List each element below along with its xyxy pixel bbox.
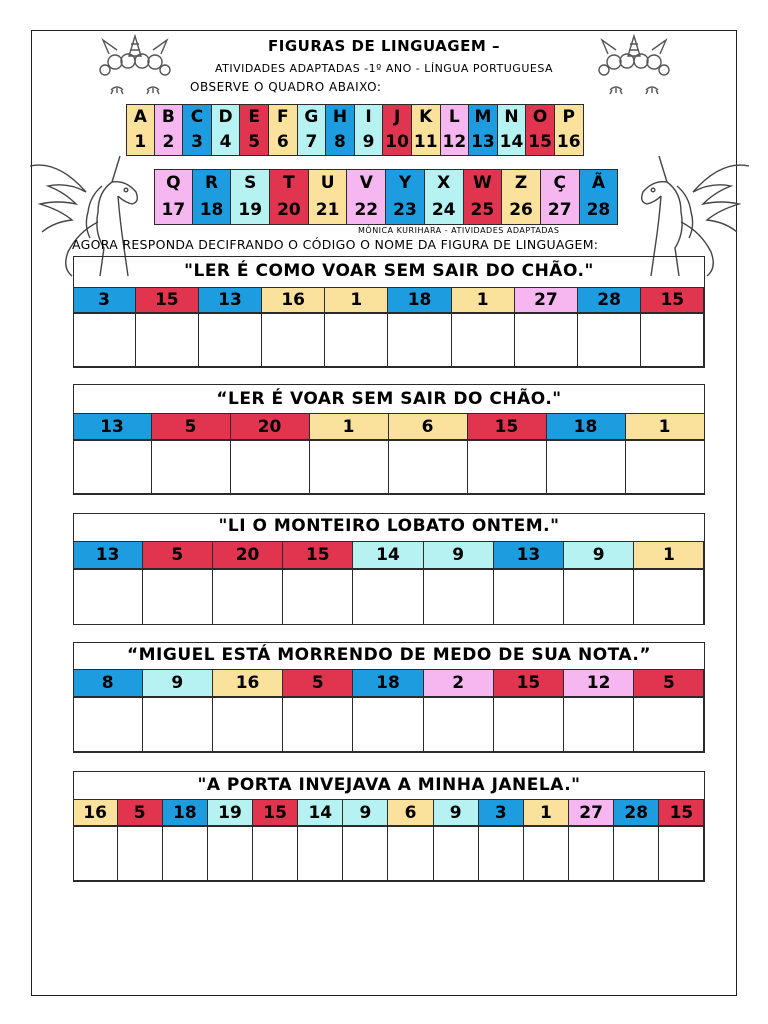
answer-letter-box[interactable] [659, 826, 704, 881]
alphabet-number: 4 [219, 132, 232, 152]
answer-letter-box[interactable] [388, 826, 433, 881]
alphabet-number: 17 [161, 200, 186, 220]
answer-letter-box[interactable] [569, 826, 614, 881]
alphabet-letter: S [244, 173, 257, 193]
code-number-cell: 1 [452, 287, 515, 313]
alphabet-cell-e [240, 104, 269, 156]
answer-letter-box[interactable] [494, 569, 564, 625]
alphabet-number: 20 [277, 200, 301, 220]
code-number-cell: 12 [564, 669, 634, 697]
alphabet-cell-y [386, 169, 425, 225]
exercise-phrase: "A PORTA INVEJAVA A MINHA JANELA." [197, 775, 581, 795]
answer-letter-box[interactable] [73, 440, 152, 494]
alphabet-letter: G [304, 107, 319, 127]
answer-letter-box[interactable] [325, 313, 388, 367]
alphabet-number: 26 [509, 200, 533, 220]
alphabet-number: 23 [393, 200, 417, 220]
alphabet-cell-n [498, 104, 527, 156]
code-number-cell: 13 [73, 413, 152, 440]
exercise-block-3 [73, 513, 705, 625]
exercise-phrase: “LER É VOAR SEM SAIR DO CHÃO." [216, 389, 562, 409]
answer-row [73, 826, 705, 881]
alphabet-letter: J [393, 107, 401, 127]
page-subtitle: ATIVIDADES ADAPTADAS -1º ANO - LÍNGUA PORTUGUESA [214, 62, 554, 75]
alphabet-cell-o [526, 104, 555, 156]
alphabet-cell-k [412, 104, 441, 156]
alphabet-number: 8 [334, 132, 346, 152]
alphabet-number: 11 [413, 132, 438, 152]
answer-letter-box[interactable] [213, 569, 283, 625]
alphabet-cell-u [309, 169, 348, 225]
code-row [73, 541, 705, 569]
code-number-cell: 16 [213, 669, 283, 697]
code-number-cell: 15 [659, 799, 704, 826]
code-number-cell: 27 [569, 799, 614, 826]
answer-letter-box[interactable] [343, 826, 388, 881]
exercise-block-5 [73, 771, 705, 882]
code-number-cell: 9 [343, 799, 388, 826]
code-number-cell: 27 [515, 287, 578, 313]
alphabet-letter: Y [398, 173, 412, 193]
alphabet-number: 22 [354, 200, 379, 220]
answer-letter-box[interactable] [231, 440, 310, 494]
alphabet-letter: D [218, 107, 233, 127]
answer-letter-box[interactable] [152, 440, 231, 494]
alphabet-letter: M [474, 107, 492, 127]
alphabet-cell-z [502, 169, 541, 225]
alphabet-number: 9 [362, 132, 375, 152]
code-number-cell: 1 [626, 413, 705, 440]
alphabet-number: 19 [238, 200, 263, 220]
answer-row [73, 569, 705, 625]
code-number-cell: 9 [143, 669, 213, 697]
alphabet-cell-f [269, 104, 298, 156]
alphabet-number: 1 [134, 132, 147, 152]
code-number-cell: 15 [136, 287, 199, 313]
alphabet-code-row-2 [154, 169, 618, 225]
alphabet-cell-t [270, 169, 309, 225]
code-number-cell: 18 [353, 669, 423, 697]
answer-letter-box[interactable] [310, 440, 389, 494]
code-number-cell: 20 [231, 413, 310, 440]
code-number-cell: 15 [494, 669, 564, 697]
answer-letter-box[interactable] [424, 697, 494, 752]
answer-letter-box[interactable] [298, 826, 343, 881]
author-credit: MÔNICA KURIHARA - ATIVIDADES ADAPTADAS [358, 226, 560, 235]
alphabet-number: 3 [191, 132, 203, 152]
code-number-cell: 20 [213, 541, 283, 569]
answer-row [73, 440, 705, 494]
code-number-cell: 1 [634, 541, 704, 569]
answer-letter-box[interactable] [118, 826, 163, 881]
answer-letter-box[interactable] [213, 697, 283, 752]
alphabet-number: 12 [442, 132, 467, 152]
alphabet-cell-ã [580, 169, 619, 225]
instruction-text: OBSERVE O QUADRO ABAIXO: [190, 80, 382, 94]
answer-letter-box[interactable] [524, 826, 569, 881]
answer-letter-box[interactable] [143, 697, 213, 752]
alphabet-letter: K [419, 107, 433, 127]
answer-letter-box[interactable] [424, 569, 494, 625]
answer-letter-box[interactable] [564, 697, 634, 752]
answer-letter-box[interactable] [634, 569, 704, 625]
alphabet-cell-j [383, 104, 412, 156]
code-number-cell: 5 [152, 413, 231, 440]
alphabet-letter: I [365, 107, 372, 127]
alphabet-letter: Q [166, 173, 181, 193]
alphabet-cell-l [441, 104, 470, 156]
answer-letter-box[interactable] [163, 826, 208, 881]
alphabet-cell-m [469, 104, 498, 156]
answer-letter-box[interactable] [262, 313, 325, 367]
alphabet-cell-c [183, 104, 212, 156]
answer-letter-box[interactable] [73, 569, 143, 625]
alphabet-cell-a [126, 104, 155, 156]
answer-letter-box[interactable] [73, 697, 143, 752]
alphabet-letter: A [133, 107, 147, 127]
code-row [73, 799, 705, 826]
answer-letter-box[interactable] [253, 826, 298, 881]
answer-letter-box[interactable] [564, 569, 634, 625]
answer-letter-box[interactable] [136, 313, 199, 367]
alphabet-code-row-1 [126, 104, 584, 156]
exercise-block-2 [73, 384, 705, 495]
alphabet-number: 10 [385, 132, 409, 152]
answer-letter-box[interactable] [283, 697, 353, 752]
answer-letter-box[interactable] [208, 826, 253, 881]
alphabet-letter: P [562, 107, 575, 127]
code-number-cell: 18 [388, 287, 451, 313]
answer-letter-box[interactable] [634, 697, 704, 752]
code-number-cell: 15 [641, 287, 704, 313]
alphabet-cell-h [326, 104, 355, 156]
alphabet-number: 6 [276, 132, 289, 152]
code-number-cell: 6 [388, 799, 433, 826]
answer-letter-box[interactable] [614, 826, 659, 881]
exercise-block-4 [73, 642, 705, 753]
alphabet-number: 24 [431, 200, 456, 220]
answer-letter-box[interactable] [547, 440, 626, 494]
alphabet-letter: Ã [591, 173, 605, 193]
code-row [73, 287, 705, 313]
alphabet-letter: F [276, 107, 289, 127]
code-number-cell: 13 [494, 541, 564, 569]
alphabet-number: 27 [547, 200, 572, 220]
alphabet-cell-x [425, 169, 464, 225]
alphabet-letter: Z [514, 173, 528, 193]
alphabet-cell-p [555, 104, 584, 156]
alphabet-cell-g [298, 104, 327, 156]
alphabet-number: 21 [315, 200, 340, 220]
alphabet-letter: B [161, 107, 175, 127]
code-number-cell: 9 [424, 541, 494, 569]
answer-letter-box[interactable] [143, 569, 213, 625]
code-number-cell: 9 [564, 541, 634, 569]
code-number-cell: 16 [262, 287, 325, 313]
alphabet-cell-d [212, 104, 241, 156]
alphabet-number: 5 [248, 132, 261, 152]
answer-row [73, 697, 705, 752]
answer-letter-box[interactable] [515, 313, 578, 367]
alphabet-letter: T [283, 173, 295, 193]
alphabet-number: 16 [556, 132, 581, 152]
alphabet-letter: N [504, 107, 519, 127]
answer-letter-box[interactable] [479, 826, 524, 881]
alphabet-cell-q [154, 169, 193, 225]
code-row [73, 413, 705, 440]
alphabet-letter: V [359, 173, 373, 193]
answer-letter-box[interactable] [389, 440, 468, 494]
alphabet-number: 14 [499, 132, 524, 152]
exercise-phrase: "LER É COMO VOAR SEM SAIR DO CHÃO." [184, 261, 594, 281]
answer-letter-box[interactable] [353, 697, 423, 752]
answer-row [73, 313, 705, 367]
exercise-block-1 [73, 256, 705, 368]
answer-letter-box[interactable] [199, 313, 262, 367]
code-number-cell: 3 [73, 287, 136, 313]
code-row [73, 669, 705, 697]
answer-letter-box[interactable] [73, 826, 118, 881]
alphabet-cell-i [355, 104, 384, 156]
code-number-cell: 5 [143, 541, 213, 569]
alphabet-letter: H [332, 107, 348, 127]
code-number-cell: 28 [578, 287, 641, 313]
alphabet-letter: R [204, 173, 219, 193]
answer-letter-box[interactable] [468, 440, 547, 494]
alphabet-letter: U [320, 173, 335, 193]
code-number-cell: 5 [118, 799, 163, 826]
code-number-cell: 15 [283, 541, 353, 569]
alphabet-cell-ç [541, 169, 580, 225]
answer-letter-box[interactable] [353, 569, 423, 625]
alphabet-letter: C [190, 107, 204, 127]
code-number-cell: 8 [73, 669, 143, 697]
alphabet-number: 13 [471, 132, 495, 152]
answer-letter-box[interactable] [434, 826, 479, 881]
answer-letter-box[interactable] [388, 313, 451, 367]
alphabet-number: 25 [470, 200, 495, 220]
answer-letter-box[interactable] [494, 697, 564, 752]
exercise-phrase: "LI O MONTEIRO LOBATO ONTEM." [218, 516, 560, 536]
answer-letter-box[interactable] [578, 313, 641, 367]
code-number-cell: 13 [199, 287, 262, 313]
exercise-phrase: “MIGUEL ESTÁ MORRENDO DE MEDO DE SUA NOTA.” [126, 645, 652, 665]
code-number-cell: 1 [325, 287, 388, 313]
alphabet-cell-v [347, 169, 386, 225]
code-number-cell: 19 [208, 799, 253, 826]
code-number-cell: 18 [163, 799, 208, 826]
alphabet-cell-w [464, 169, 503, 225]
code-number-cell: 16 [73, 799, 118, 826]
answer-letter-box[interactable] [283, 569, 353, 625]
alphabet-number: 2 [162, 132, 175, 152]
code-number-cell: 1 [524, 799, 569, 826]
alphabet-letter: W [472, 173, 492, 193]
answer-letter-box[interactable] [452, 313, 515, 367]
alphabet-number: 15 [528, 132, 552, 152]
alphabet-letter: Ç [553, 173, 566, 193]
code-number-cell: 15 [253, 799, 298, 826]
answer-letter-box[interactable] [641, 313, 704, 367]
alphabet-cell-b [155, 104, 184, 156]
code-number-cell: 2 [424, 669, 494, 697]
decode-prompt: AGORA RESPONDA DECIFRANDO O CÓDIGO O NOME DA FIGURA DE LINGUAGEM: [72, 237, 599, 252]
code-number-cell: 1 [310, 413, 389, 440]
alphabet-cell-r [193, 169, 232, 225]
code-number-cell: 28 [614, 799, 659, 826]
alphabet-letter: O [532, 107, 548, 127]
alphabet-letter: X [437, 173, 451, 193]
answer-letter-box[interactable] [626, 440, 705, 494]
alphabet-number: 18 [199, 200, 224, 220]
page-title: FIGURAS DE LINGUAGEM – [268, 37, 500, 55]
code-number-cell: 3 [479, 799, 524, 826]
code-number-cell: 9 [434, 799, 479, 826]
answer-letter-box[interactable] [73, 313, 136, 367]
alphabet-cell-s [231, 169, 270, 225]
code-number-cell: 5 [283, 669, 353, 697]
code-number-cell: 15 [468, 413, 547, 440]
code-number-cell: 18 [547, 413, 626, 440]
alphabet-number: 28 [586, 200, 611, 220]
alphabet-number: 7 [305, 132, 318, 152]
code-number-cell: 6 [389, 413, 468, 440]
alphabet-letter: L [448, 107, 460, 127]
code-number-cell: 14 [298, 799, 343, 826]
code-number-cell: 13 [73, 541, 143, 569]
code-number-cell: 5 [634, 669, 704, 697]
alphabet-letter: E [248, 107, 260, 127]
code-number-cell: 14 [353, 541, 423, 569]
